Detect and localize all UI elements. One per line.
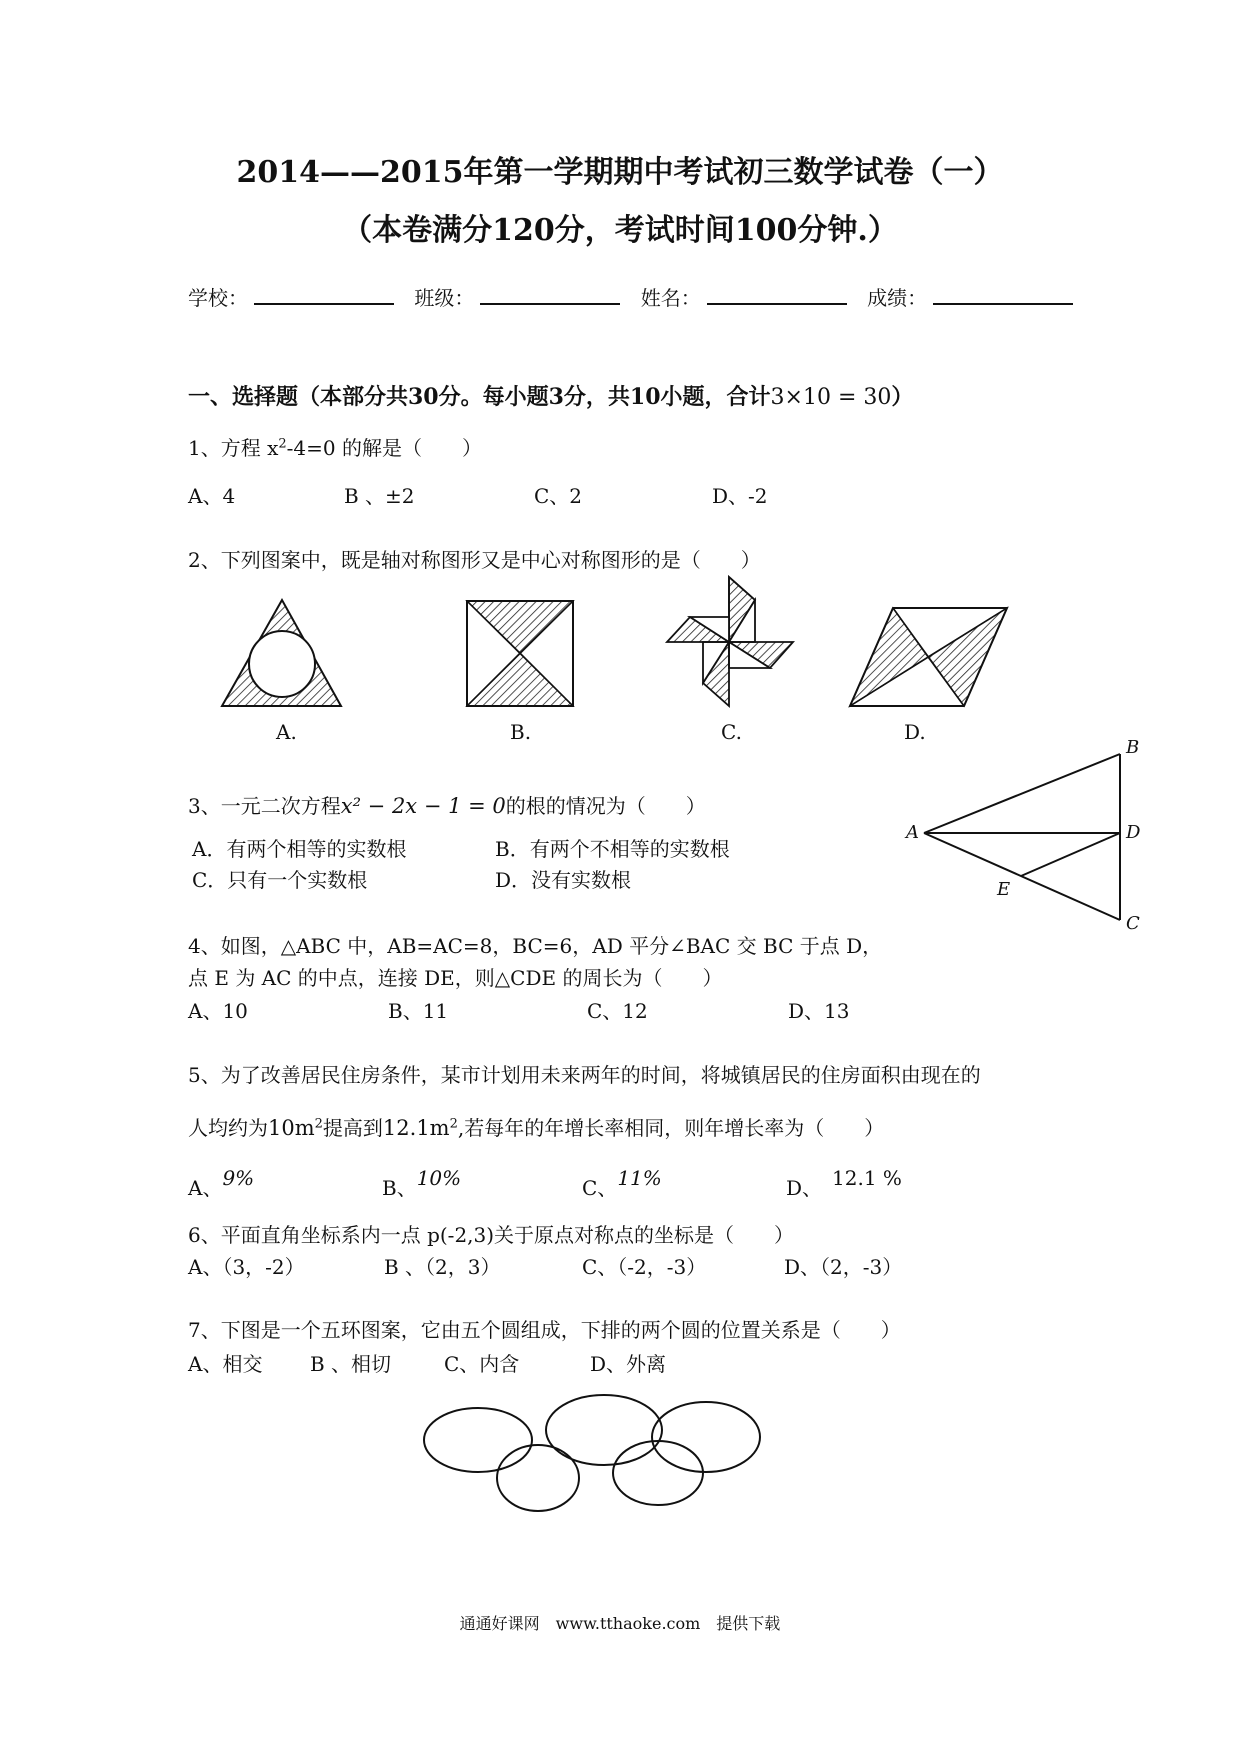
q4-option-c: C、12 <box>587 999 648 1023</box>
q4-label-e: E <box>997 879 1011 900</box>
q4-line1: 4、如图，△ABC 中，AB=AC=8，BC=6，AD 平分∠BAC 交 BC 于点 D， <box>188 934 883 958</box>
q7-option-a: A、相交 <box>188 1352 263 1376</box>
q4-label-b: B <box>1126 737 1140 758</box>
info-school: 学校： <box>188 282 394 311</box>
q6-stem: 6、平面直角坐标系内一点 p(-2,3)关于原点对称点的坐标是（ ） <box>188 1223 795 1247</box>
q7-stem: 7、下图是一个五环图案，它由五个圆组成，下排的两个圆的位置关系是（ ） <box>188 1318 901 1342</box>
q4-option-b: B、11 <box>388 999 449 1023</box>
q5-option-b: B、10% <box>382 1166 462 1200</box>
figure-q4-triangle <box>924 754 1120 920</box>
q7-option-d: D、外离 <box>590 1352 667 1376</box>
q7-option-c: C、内含 <box>444 1352 520 1376</box>
info-score: 成绩： <box>867 282 1073 311</box>
q4-label-c: C <box>1126 913 1140 934</box>
q6-option-b: B 、（2，3） <box>384 1255 501 1279</box>
info-name: 姓名： <box>641 282 847 311</box>
q2-label-c: C. <box>721 720 742 744</box>
q2-label-b: B. <box>510 720 532 744</box>
q1-option-b: B 、±2 <box>344 484 415 508</box>
figure-q7-rings <box>424 1395 760 1511</box>
figure-a-triangle-circle <box>222 600 341 706</box>
figure-d-parallelogram <box>850 608 1007 706</box>
figure-b-square <box>467 601 573 706</box>
q3-stem: 3、一元二次方程x² − 2x − 1 = 0的根的情况为（ ） <box>188 794 706 818</box>
page-subtitle: （本卷满分120分，考试时间100分钟.） <box>342 213 898 248</box>
q5-option-a: A、9% <box>188 1166 255 1200</box>
q4-label-d: D <box>1126 822 1141 843</box>
q1-option-a: A、4 <box>188 484 236 508</box>
q2-label-a: A. <box>276 720 297 744</box>
q6-option-a: A、（3，-2） <box>188 1255 305 1279</box>
section-heading: 一、选择题（本部分共30分。每小题3分，共10小题，合计3×10 = 30） <box>188 384 914 410</box>
info-class: 班级： <box>414 282 620 311</box>
page-footer: 通通好课网 www.tthaoke.com 提供下载 <box>459 1614 781 1633</box>
figure-c-pinwheel <box>667 577 793 706</box>
q6-option-d: D、（2，-3） <box>784 1255 903 1279</box>
q2-label-d: D. <box>904 720 926 744</box>
q5-line1: 5、为了改善居民住房条件，某市计划用未来两年的时间，将城镇居民的住房面积由现在的 <box>188 1063 981 1087</box>
q1-stem: 1、方程 $x^2-4=0$ 的解是（ ） <box>188 436 482 460</box>
q3-option-a: A．有两个相等的实数根 <box>192 837 407 861</box>
q4-label-a: A <box>906 822 919 843</box>
q4-line2: 点 E 为 AC 的中点，连接 DE，则△CDE 的周长为（ ） <box>188 966 723 990</box>
q4-option-d: D、13 <box>788 999 850 1023</box>
q3-option-d: D．没有实数根 <box>495 868 632 892</box>
q4-option-a: A、10 <box>188 999 248 1023</box>
page-title: 2014——2015年第一学期期中考试初三数学试卷（一） <box>236 155 1004 190</box>
q7-option-b: B 、相切 <box>310 1352 392 1376</box>
q1-option-d: D、-2 <box>712 484 768 508</box>
q5-option-c: C、11% <box>582 1166 662 1200</box>
q2-stem: 2、下列图案中，既是轴对称图形又是中心对称图形的是（ ） <box>188 548 761 572</box>
q5-option-d: D、 12.1 % <box>786 1166 902 1200</box>
q3-option-c: C．只有一个实数根 <box>192 868 368 892</box>
q3-option-b: B．有两个不相等的实数根 <box>495 837 730 861</box>
q6-option-c: C、（-2，-3） <box>582 1255 707 1279</box>
q1-option-c: C、2 <box>534 484 583 508</box>
q5-line2: 人均约为$10m^2$提高到$12.1m^2$,若每年的年增长率相同，则年增长率为（ ） <box>188 1116 885 1140</box>
